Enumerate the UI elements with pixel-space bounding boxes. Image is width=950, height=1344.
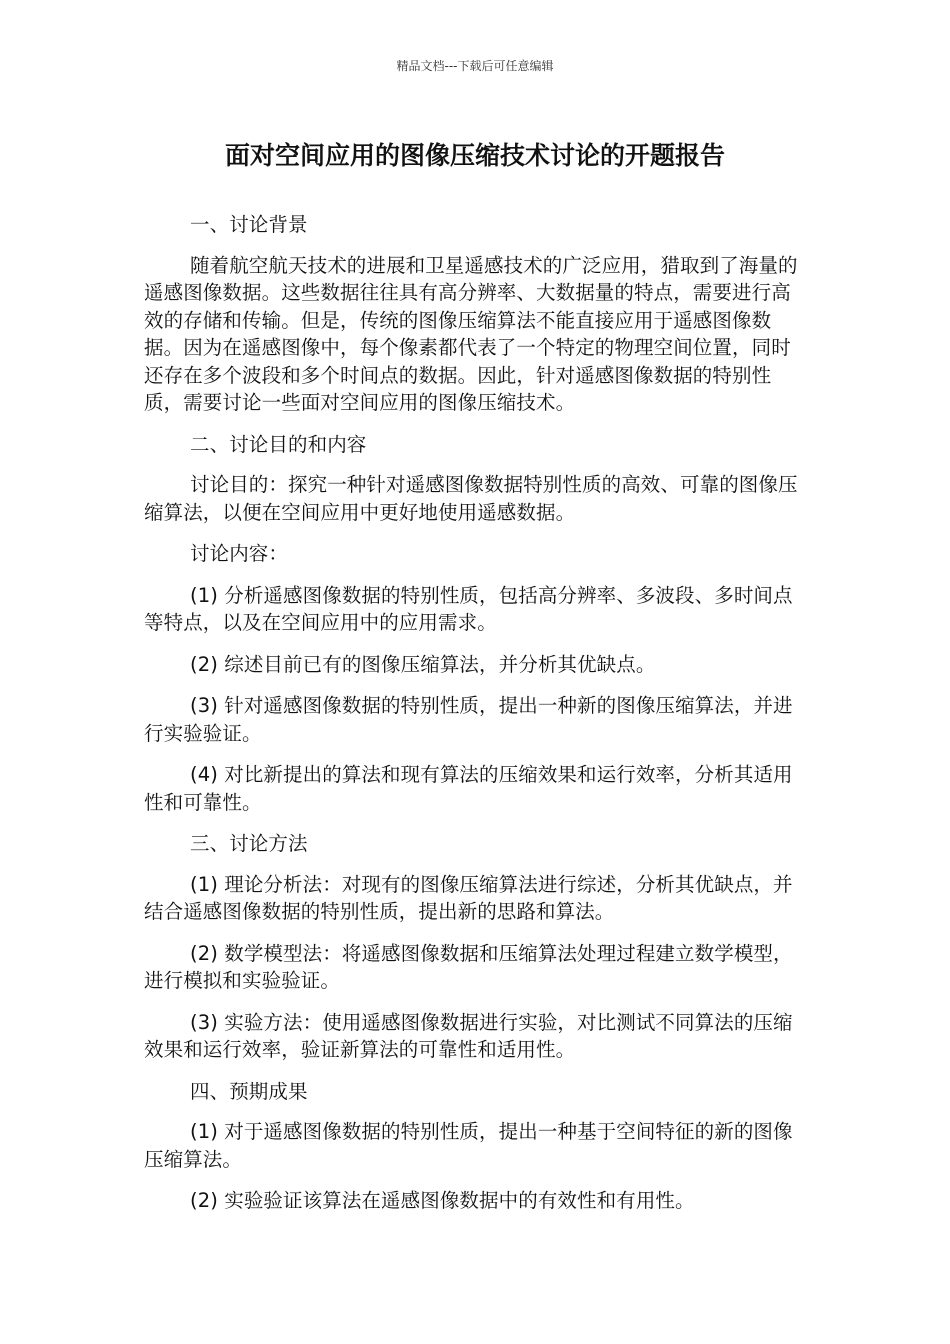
list-item-method-3: (3) 实验方法：使用遥感图像数据进行实验，对比测试不同算法的压缩效果和运行效率，验证新算法的可靠性和适用性。 xyxy=(144,1010,793,1061)
list-item-method-2: (2) 数学模型法：将遥感图像数据和压缩算法处理过程建立数学模型，进行模拟和实验验证。 xyxy=(144,941,793,992)
list-item-method-1: (1) 理论分析法：对现有的图像压缩算法进行综述，分析其优缺点，并结合遥感图像数据的特别性质，提出新的思路和算法。 xyxy=(144,872,793,923)
section-heading-methods: 三、讨论方法 xyxy=(190,832,308,855)
document-body xyxy=(144,211,809,1229)
list-item-content-3: (3) 针对遥感图像数据的特别性质，提出一种新的图像压缩算法，并进行实验验证。 xyxy=(144,694,793,745)
section-heading-outcomes: 四、预期成果 xyxy=(190,1079,308,1103)
paragraph-purpose: 讨论目的：探究一种针对遥感图像数据特别性质的高效、可靠的图像压缩算法，以便在空间应用中更好地使用遥感数据。 xyxy=(144,473,798,524)
document-title: 面对空间应用的图像压缩技术讨论的开题报告 xyxy=(224,141,725,170)
list-item-outcome-2: (2) 实验验证该算法在遥感图像数据中的有效性和有用性。 xyxy=(190,1189,695,1212)
section-heading-background: 一、讨论背景 xyxy=(190,213,308,236)
list-item-content-2: (2) 综述目前已有的图像压缩算法，并分析其优缺点。 xyxy=(190,652,656,676)
section-heading-purpose: 二、讨论目的和内容 xyxy=(190,432,367,456)
paragraph-content-label: 讨论内容： xyxy=(190,542,289,565)
page-header: 精品文档---下载后可任意编辑 xyxy=(396,59,554,73)
list-item-content-1: (1) 分析遥感图像数据的特别性质，包括高分辨率、多波段、多时间点等特点，以及在空间应用中的应用需求。 xyxy=(144,583,793,634)
paragraph-background: 随着航空航天技术的进展和卫星遥感技术的广泛应用，猎取到了海量的遥感图像数据。这些数据往往具有高分辨率、大数据量的特点，需要进行高效的存储和传输。但是，传统的图像压缩算法不能直接应用于遥感图像数据。因为在遥感图像中，每个像素都代表了一个特定的物理空间位置，同时还存在多个波段和多个时间点的数据。因此，针对遥感图像数据的特别性质，需要讨论一些面对空间应用的图像压缩技术。 xyxy=(144,253,798,414)
list-item-content-4: (4) 对比新提出的算法和现有算法的压缩效果和运行效率，分析其适用性和可靠性。 xyxy=(144,763,793,814)
list-item-outcome-1: (1) 对于遥感图像数据的特别性质，提出一种基于空间特征的新的图像压缩算法。 xyxy=(144,1120,793,1171)
